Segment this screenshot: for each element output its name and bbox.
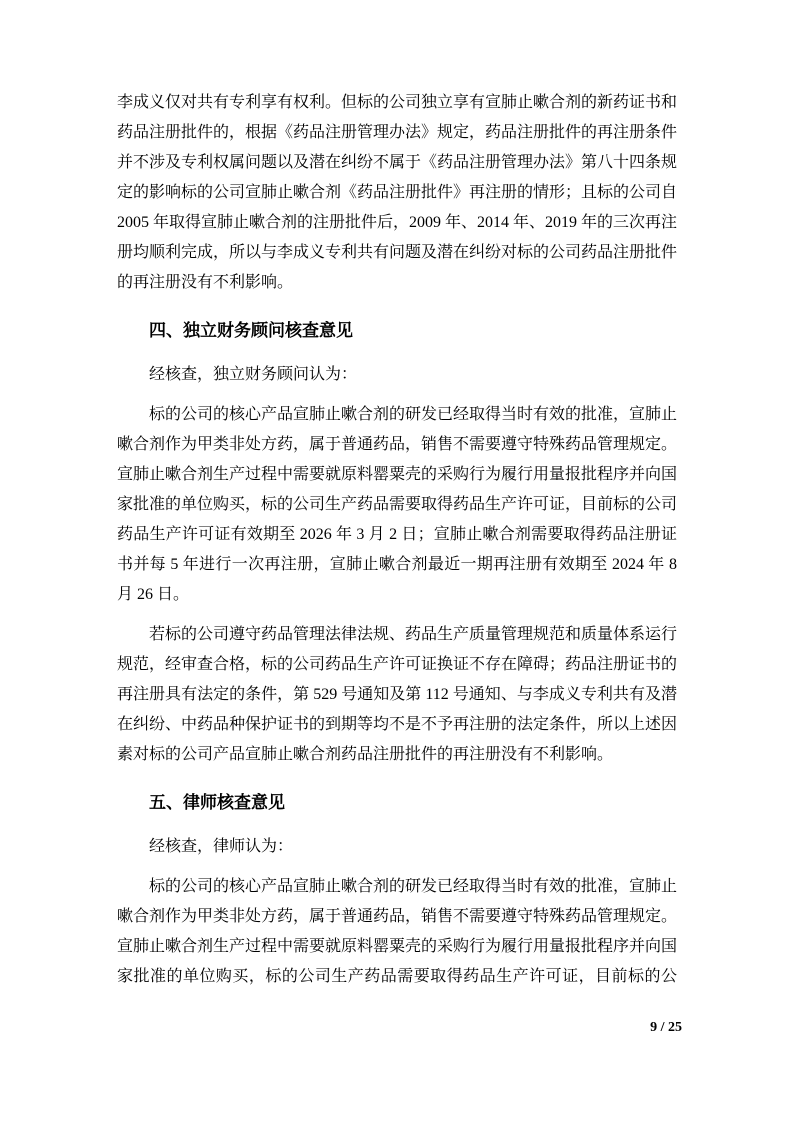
page-number: 9 / 25 [650, 1020, 682, 1035]
body-paragraph-advisor-opinion-1: 标的公司的核心产品宣肺止嗽合剂的研发已经取得当时有效的批准，宣肺止嗽合剂作为甲类非处方药，属于普通药品，销售不需要遵守特殊药品管理规定。宣肺止嗽合剂生产过程中需要就原料罂粟壳的采购行为履行用量报批程序并向国家批准的单位购买，标的公司生产药品需要取得药品生产许可证，目前标的公司药品生产许可证有效期至 2026 年 3 月 2 日；宣肺止嗽合剂需要取得药品注册证书并每 5 年进行一次再注册，宣肺止嗽合剂最近一期再注册有效期至 2024 年 8 月 26 日。 [117, 406, 678, 603]
body-paragraph-advisor-opinion-2: 若标的公司遵守药品管理法律法规、药品生产质量管理规范和质量体系运行规范，经审查合格，标的公司药品生产许可证换证不存在障碍；药品注册证书的再注册具有法定的条件，第 529 号通知及第 112 号通知、与李成义专利共有及潜在纠纷、中药品种保护证书的到期等均不是不予再注册的法定条件，所以上述因素对标的公司产品宣肺止嗽合剂药品注册批件的再注册没有不利影响。 [117, 626, 678, 763]
body-paragraph-lawyer-opinion-cutoff: 标的公司的核心产品宣肺止嗽合剂的研发已经取得当时有效的批准，宣肺止嗽合剂作为甲类非处方药，属于普通药品，销售不需要遵守特殊药品管理规定。宣肺止嗽合剂生产过程中需要就原料罂粟壳的采购行为履行用量报批程序并向国家批准的单位购买，标的公司生产药品需要取得药品生产许可证，目前标的公 [117, 878, 678, 985]
document-body [117, 88, 677, 1002]
section-heading-financial-advisor-opinion: 四、独立财务顾问核查意见 [149, 321, 353, 340]
body-paragraph-continuation: 李成义仅对共有专利享有权利。但标的公司独立享有宣肺止嗽合剂的新药证书和药品注册批件的，根据《药品注册管理办法》规定，药品注册批件的再注册条件并不涉及专利权属问题以及潜在纠纷不属于《药品注册管理办法》第八十四条规定的影响标的公司宣肺止嗽合剂《药品注册批件》再注册的情形；且标的公司自 2005 年取得宣肺止嗽合剂的注册批件后，2009 年、2014 年、2019 年的三次再注册均顺利完成，所以与李成义专利共有问题及潜在纠纷对标的公司药品注册批件的再注册没有不利影响。 [117, 94, 678, 291]
section-heading-lawyer-opinion: 五、律师核查意见 [149, 793, 285, 812]
body-paragraph-lawyer-lead-in: 经核查，律师认为： [149, 838, 294, 855]
body-paragraph-advisor-lead-in: 经核查，独立财务顾问认为： [149, 366, 358, 383]
